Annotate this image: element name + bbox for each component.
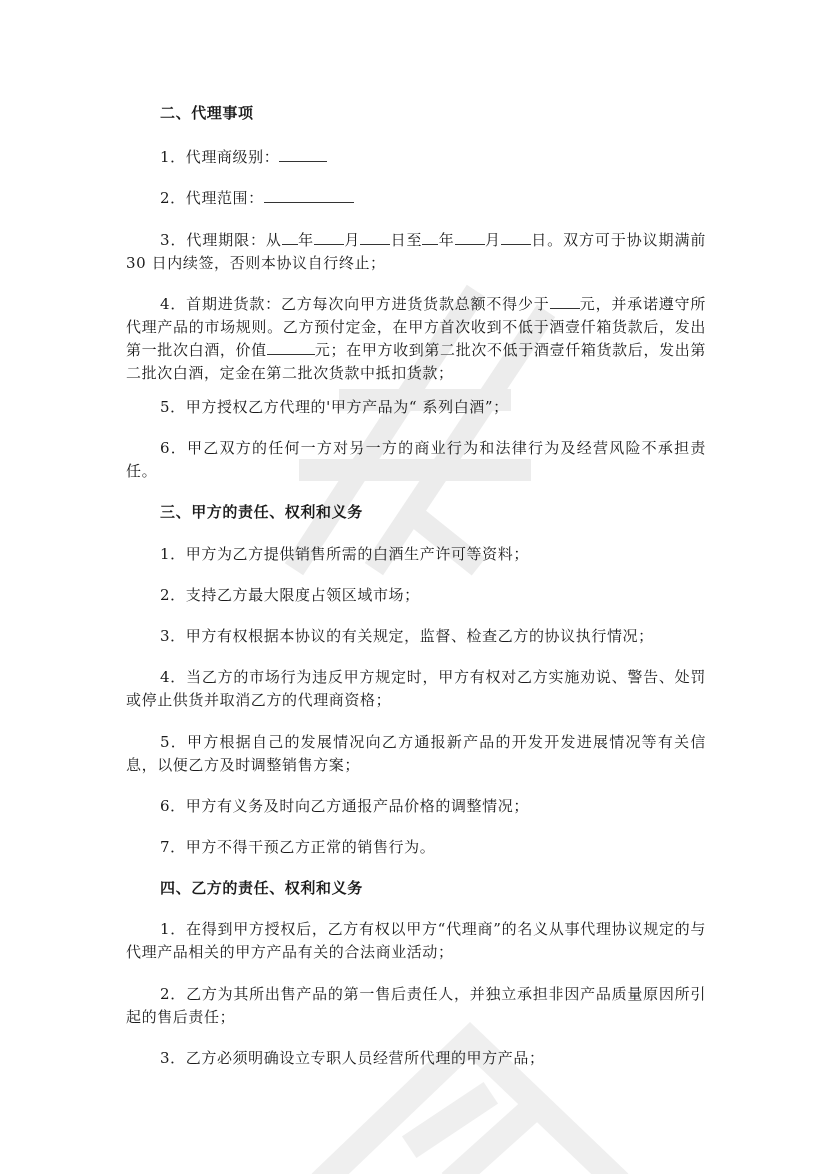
agent-scope-blank <box>264 188 354 203</box>
clause-text: 元，并承诺遵守所代理产品的市场规则。乙方预付定金，在甲方首次收到不低于酒壹仟箱货款后，发出第一批次白酒，价值 <box>126 295 706 359</box>
clause-2-3 <box>126 229 706 275</box>
clause-3-6: 6．甲方有义务及时向乙方通报产品价格的调整情况； <box>160 797 529 815</box>
clause-text: 2．代理范围： <box>160 189 264 207</box>
clause-2-1 <box>126 146 706 169</box>
clause-2-4 <box>126 293 706 385</box>
clause-text: 年 <box>297 231 315 249</box>
clause-3-2: 2．支持乙方最大限度占领区域市场； <box>160 586 420 604</box>
clause-text: 月 <box>344 231 361 249</box>
end-year-blank <box>422 230 438 245</box>
clause-text: 月 <box>484 231 501 249</box>
section-heading-3: 三、甲方的责任、权利和义务 <box>160 503 363 521</box>
section-heading-2: 二、代理事项 <box>160 104 254 122</box>
start-year-blank <box>282 230 298 245</box>
agent-level-blank <box>279 147 327 162</box>
clause-2-5: 5．甲方授权乙方代理的'甲方产品为“ 系列白酒”； <box>160 398 509 416</box>
clause-2-2 <box>126 187 706 210</box>
clause-text: 日至 <box>390 231 423 249</box>
clause-text: 3．代理期限：从 <box>160 231 282 249</box>
clause-3-3: 3．甲方有权根据本协议的有关规定，监督、检查乙方的协议执行情况； <box>160 627 654 645</box>
clause-3-5: 5．甲方根据自己的发展情况向乙方通报新产品的开发开发进展情况等有关信息，以便乙方及时调整销售方案； <box>126 733 706 774</box>
clause-3-7: 7．甲方不得干预乙方正常的销售行为。 <box>160 838 436 856</box>
clause-4-1: 1．在得到甲方授权后，乙方有权以甲方“代理商”的名义从事代理协议规定的与代理产品相关的甲方产品有关的合法商业活动； <box>126 920 706 961</box>
clause-4-2: 2．乙方为其所出售产品的第一售后责任人，并独立承担非因产品质量原因所引起的售后责任； <box>126 985 706 1026</box>
first-batch-value-blank <box>267 340 315 355</box>
clause-4-3: 3．乙方必须明确设立专职人员经营所代理的甲方产品； <box>160 1049 545 1067</box>
clause-3-4: 4．当乙方的市场行为违反甲方规定时，甲方有权对乙方实施劝说、警告、处罚或停止供货并取消乙方的代理商资格； <box>126 668 706 709</box>
clause-text: 1．代理商级别： <box>160 148 280 166</box>
end-day-blank <box>501 230 531 245</box>
section-heading-4: 四、乙方的责任、权利和义务 <box>160 879 363 897</box>
start-month-blank <box>314 230 344 245</box>
clause-text: 元；在甲方收到第二批次不低于酒壹仟箱货款后，发出第二批次白酒，定金在第二批次货款中抵扣货款； <box>126 341 706 382</box>
clause-3-1: 1．甲方为乙方提供销售所需的白酒生产许可等资料； <box>160 545 529 563</box>
clause-2-6: 6．甲乙双方的任何一方对另一方的商业行为和法律行为及经营风险不承担责任。 <box>126 439 706 480</box>
start-day-blank <box>360 230 390 245</box>
end-month-blank <box>455 230 485 245</box>
clause-text: 4．首期进货款：乙方每次向甲方进货货款总额不得少于 <box>160 295 550 313</box>
min-purchase-blank <box>550 294 580 309</box>
clause-text: 年 <box>438 231 455 249</box>
clause-text: 日。双方可于协议期满前 30 日内续签，否则本协议自行终止； <box>126 231 706 272</box>
